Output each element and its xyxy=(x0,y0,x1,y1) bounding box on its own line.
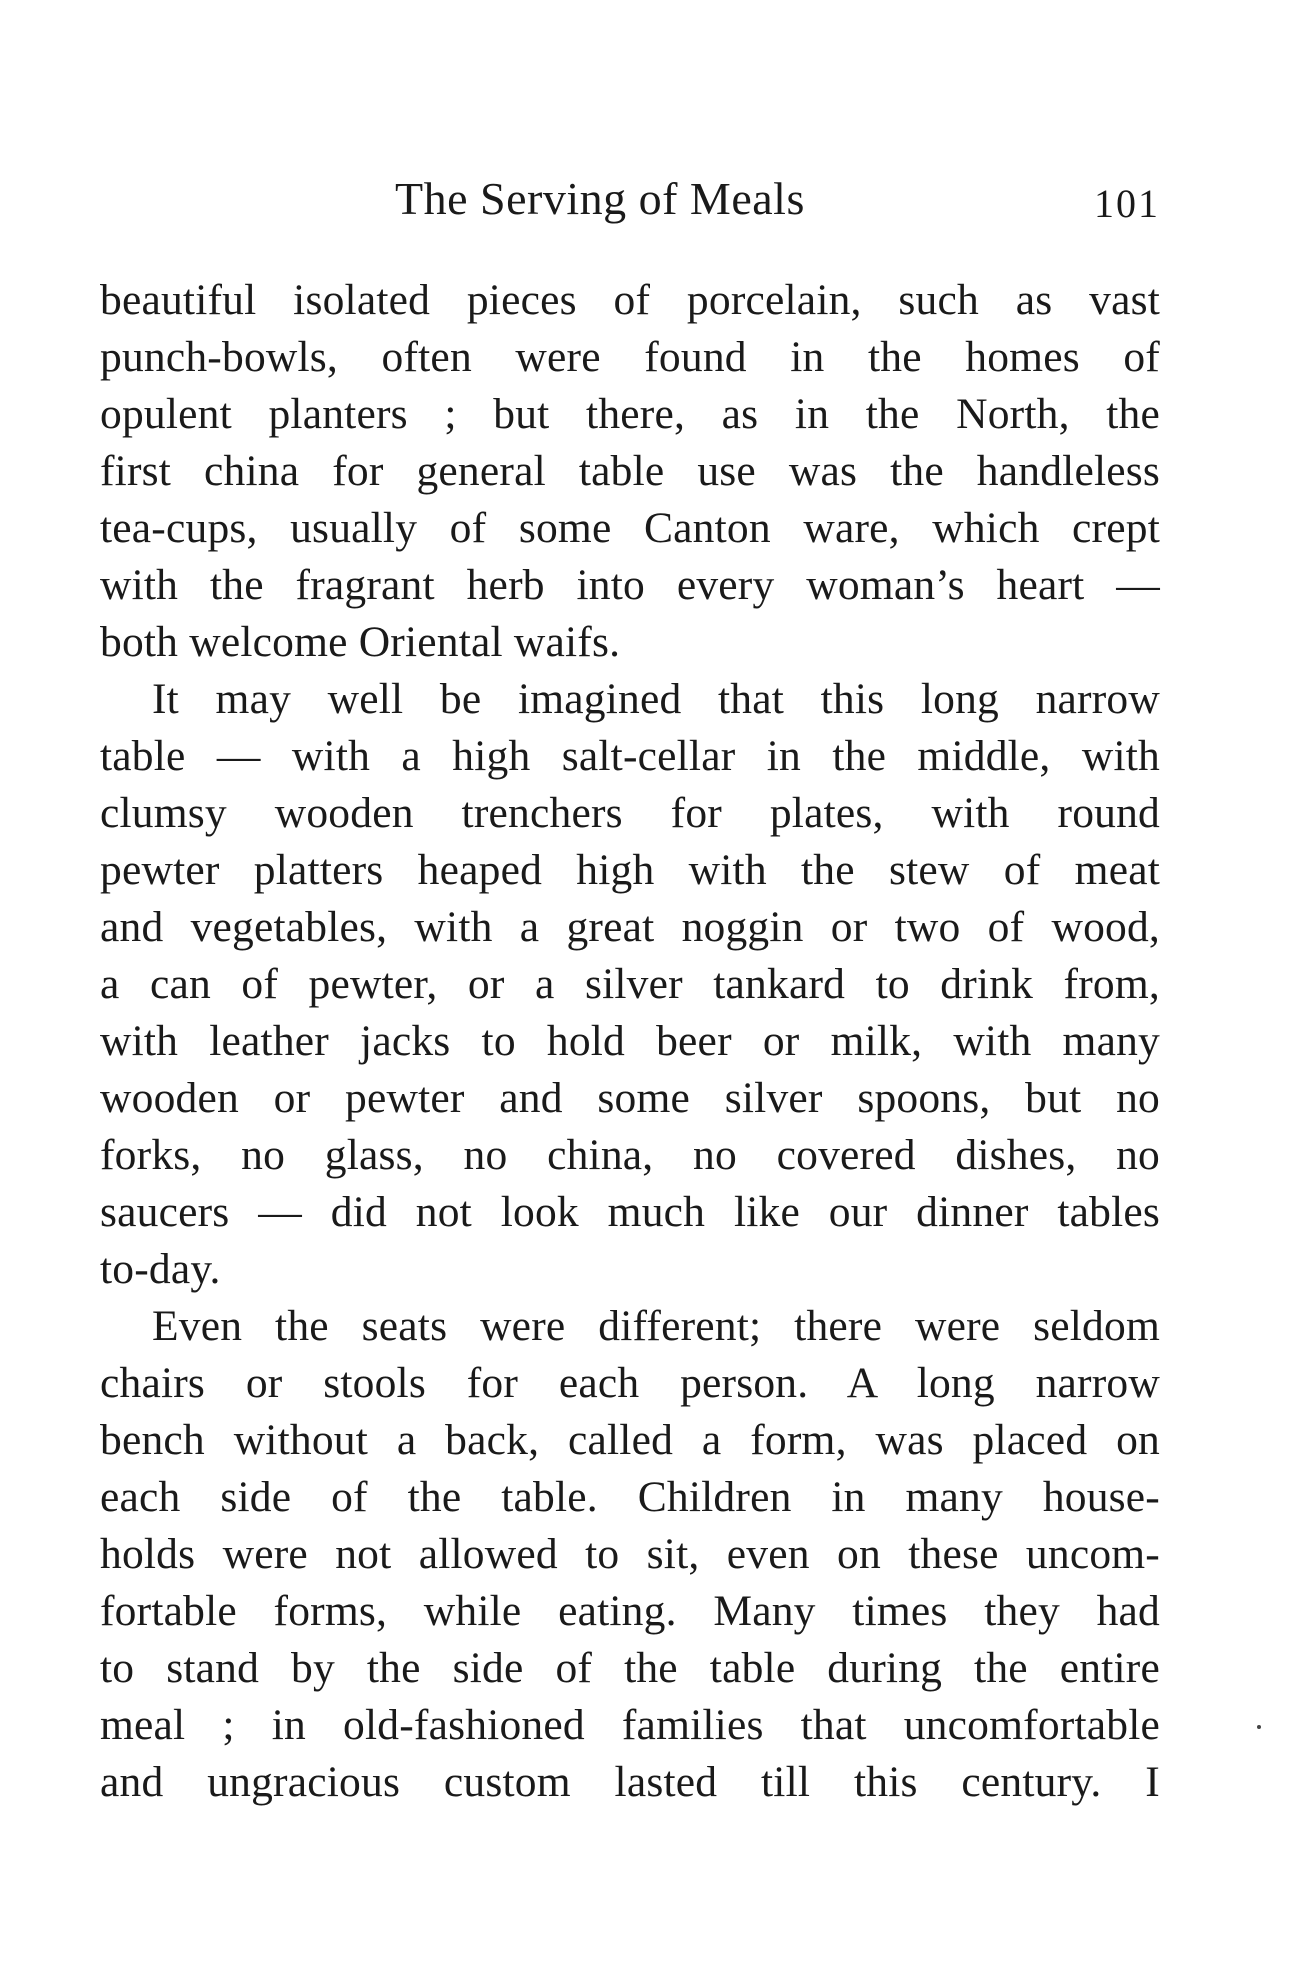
text-line: to stand by the side of the table during the entire xyxy=(100,1644,1160,1692)
text-line: pewter platters heaped high with the stew of meat xyxy=(100,846,1160,894)
page-number: 101 xyxy=(1094,181,1160,226)
text-line: and vegetables, with a great noggin or two of wood, xyxy=(100,903,1160,951)
text-line: beautiful isolated pieces of porcelain, such as vast xyxy=(100,276,1160,324)
text-line: table — with a high salt-cellar in the middle, with xyxy=(100,732,1160,780)
text-line: wooden or pewter and some silver spoons, but no xyxy=(100,1074,1160,1122)
text-line: with the fragrant herb into every woman’s heart — xyxy=(100,561,1160,609)
text-line: fortable forms, while eating. Many times they had xyxy=(100,1587,1160,1635)
paragraph-3 xyxy=(100,1298,1160,1811)
running-head xyxy=(100,172,1160,232)
text-line: punch-bowls, often were found in the homes of xyxy=(100,333,1160,381)
text-line: and ungracious custom lasted till this century. I xyxy=(100,1758,1160,1806)
text-line: forks, no glass, no china, no covered dishes, no xyxy=(100,1131,1160,1179)
text-line: first china for general table use was the handleless xyxy=(100,447,1160,495)
text-line: with leather jacks to hold beer or milk, with many xyxy=(100,1017,1160,1065)
text-line: each side of the table. Children in many house- xyxy=(100,1473,1160,1521)
text-line: meal ; in old-fashioned families that uncomfortable xyxy=(100,1701,1160,1749)
text-line: to-day. xyxy=(100,1245,221,1293)
ink-speck xyxy=(1257,1725,1261,1729)
paragraph-2 xyxy=(100,671,1160,1298)
text-line: holds were not allowed to sit, even on these uncom- xyxy=(100,1530,1160,1578)
text-line: chairs or stools for each person. A long narrow xyxy=(100,1359,1160,1407)
text-line: bench without a back, called a form, was placed on xyxy=(100,1416,1160,1464)
body-text xyxy=(100,272,1160,1811)
running-title: The Serving of Meals xyxy=(395,173,805,224)
text-line: both welcome Oriental waifs. xyxy=(100,618,621,666)
text-line: tea-cups, usually of some Canton ware, which crept xyxy=(100,504,1160,552)
text-line: a can of pewter, or a silver tankard to drink from, xyxy=(100,960,1160,1008)
text-line: Even the seats were different; there were seldom xyxy=(152,1302,1160,1350)
text-line: saucers — did not look much like our dinner tables xyxy=(100,1188,1160,1236)
paragraph-1 xyxy=(100,272,1160,671)
text-line: opulent planters ; but there, as in the North, the xyxy=(100,390,1160,438)
text-line: clumsy wooden trenchers for plates, with round xyxy=(100,789,1160,837)
text-line: It may well be imagined that this long narrow xyxy=(152,675,1160,723)
